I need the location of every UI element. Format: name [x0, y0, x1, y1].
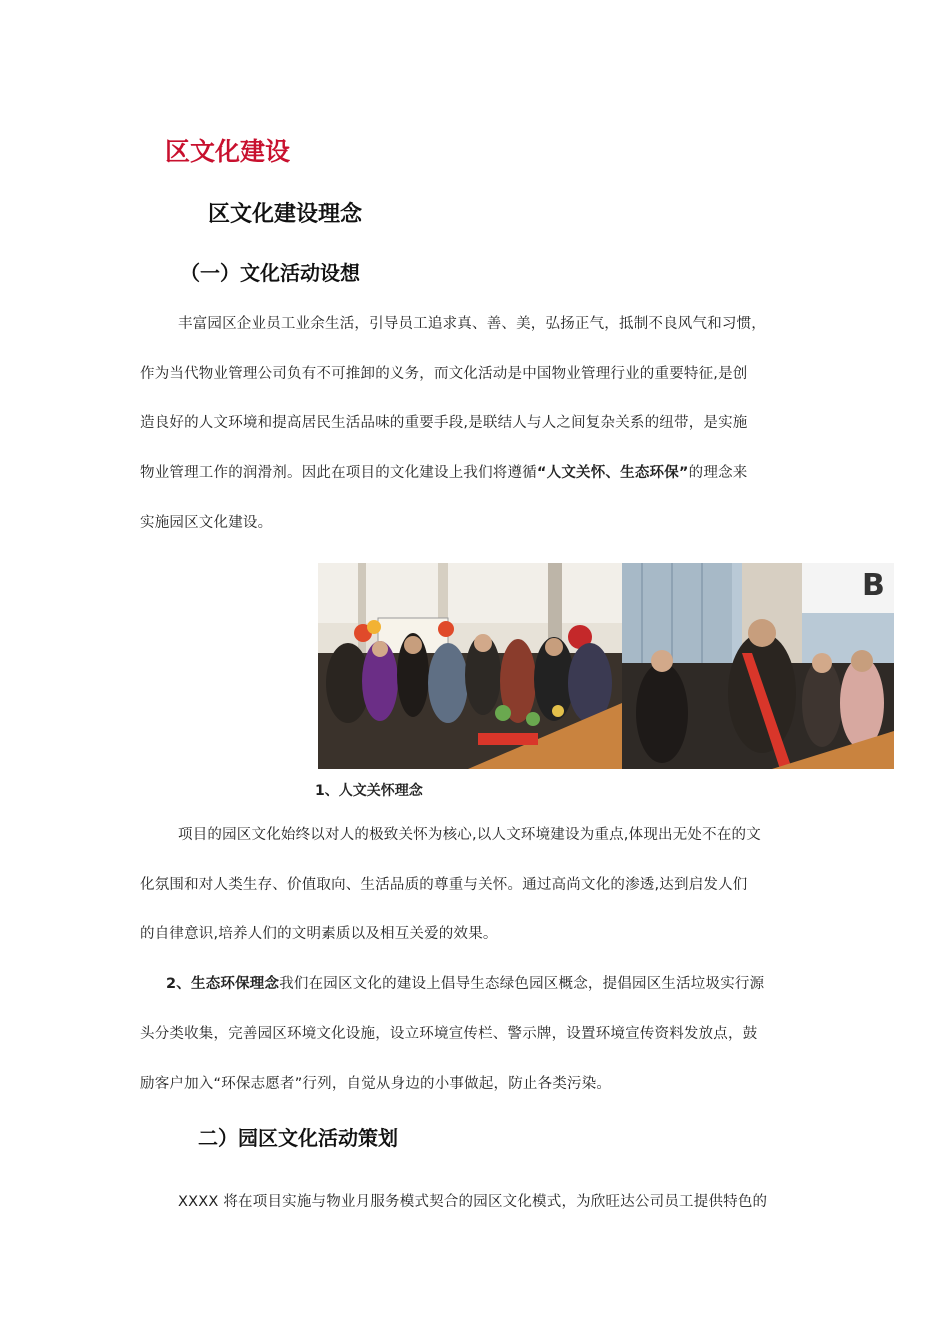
document-title: 区文化建设 [165, 137, 291, 166]
paragraph-line: 化氛围和对人类生存、价值取向、生活品质的尊重与关怀。通过高尚文化的渗透,达到启发人们 [140, 877, 748, 893]
paragraph-line: XXXX 将在项目实施与物业月服务模式契合的园区文化模式，为欣旺达公司员工提供特色的 [178, 1194, 768, 1210]
event-photo [318, 563, 894, 769]
paragraph-text: 物业管理工作的润滑剂。因此在项目的文化建设上我们将遵循 [140, 465, 537, 481]
event-photo-left [318, 563, 622, 769]
paragraph-line [166, 972, 764, 993]
paragraph-text: 的理念来 [688, 465, 748, 481]
paragraph-line: 励客户加入“环保志愿者”行列，自觉从身边的小事做起，防止各类污染。 [140, 1076, 612, 1092]
emphasis-text: “人文关怀、生态环保” [536, 465, 689, 481]
subsection-heading-2: 二）园区文化活动策划 [198, 1126, 398, 1150]
sign-letter: B [862, 568, 885, 603]
paragraph-line: 的自律意识,培养人们的文明素质以及相互关爱的效果。 [140, 926, 498, 942]
photo-caption: 1、人文关怀理念 [315, 783, 423, 799]
paragraph-text: 我们在园区文化的建设上倡导生态绿色园区概念，提倡园区生活垃圾实行源 [279, 976, 765, 992]
paragraph-line: 项目的园区文化始终以对人的极致关怀为核心,以人文环境建设为重点,体现出无处不在的文 [178, 827, 761, 843]
paragraph-line: 造良好的人文环境和提高居民生活品味的重要手段,是联结人与人之间复杂关系的纽带，是实施 [140, 415, 748, 431]
subsection-heading-1: （一）文化活动设想 [180, 261, 360, 285]
paragraph-line [140, 461, 747, 482]
event-photo-right [622, 563, 894, 769]
emphasis-text: 2、生态环保理念 [166, 976, 280, 992]
paragraph-line: 作为当代物业管理公司负有不可推卸的义务，而文化活动是中国物业管理行业的重要特征,是创 [140, 366, 748, 382]
section-title: 区文化建设理念 [208, 202, 363, 227]
paragraph-line: 丰富园区企业员工业余生活，引导员工追求真、善、美，弘扬正气，抵制不良风气和习惯， [178, 316, 766, 332]
paragraph-line: 实施园区文化建设。 [140, 515, 273, 531]
paragraph-line: 头分类收集，完善园区环境文化设施，设立环境宣传栏、警示牌，设置环境宣传资料发放点，鼓 [140, 1026, 758, 1042]
